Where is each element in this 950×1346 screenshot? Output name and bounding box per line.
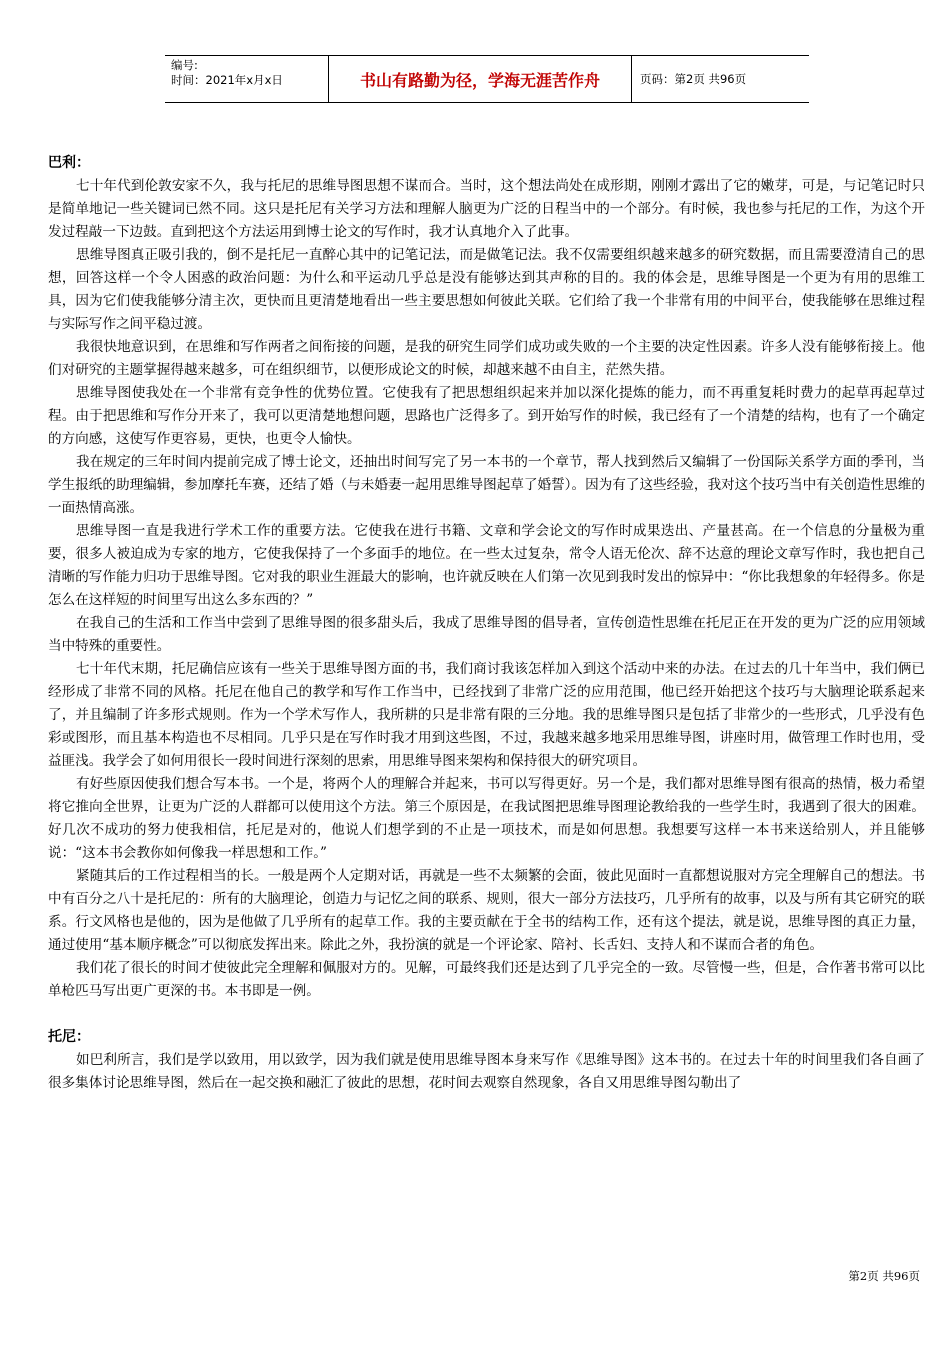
document-header: [165, 55, 809, 103]
paragraph: 思维导图真正吸引我的，倒不是托尼一直醉心其中的记笔记法，而是做笔记法。我不仅需要组织越来越多的研究数据，而且需要澄清自己的思想，回答这样一个令人困惑的政治问题：为什么和平运动几乎总是没有能够达到其声称的目的。我的体会是，思维导图是一个更为有用的思维工具，因为它们使我能够分清主次，更快而且更清楚地看出一些主要思想如何彼此关联。它们给了我一个非常有用的中间平台，使我能够在思维过程与实际写作之间平稳过渡。: [48, 247, 925, 332]
document-body: [48, 152, 925, 1095]
paragraph: 七十年代末期，托尼确信应该有一些关于思维导图方面的书，我们商讨我该怎样加入到这个活动中来的办法。在过去的几十年当中，我们俩已经形成了非常不同的风格。托尼在他自己的教学和写作工作当中，已经找到了非常广泛的应用范围，他已经开始把这个技巧与大脑理论联系起来了，并且编制了许多形式规则。作为一个学术写作人，我所耕的只是非常有限的三分地。我的思维导图只是包括了非常少的一些形式，几乎没有色彩或图形，而且基本构造也不尽相同。几乎只是在写作时我才用到这些图，不过，我越来越多地采用思维导图，讲座时用，做管理工作时也用，受益匪浅。我学会了如何用很长一段时间进行深刻的思索，用思维导图来架构和保持很大的研究项目。: [48, 661, 925, 769]
paragraph: 在我自己的生活和工作当中尝到了思维导图的很多甜头后，我成了思维导图的倡导者，宣传创造性思维在托尼正在开发的更为广泛的应用领域当中特殊的重要性。: [48, 615, 925, 654]
header-page-label: 页码：第2页 共96页: [640, 72, 747, 86]
section-title: 托尼：: [48, 1029, 90, 1045]
paragraph: 我们花了很长的时间才使彼此完全理解和佩服对方的。见解，可最终我们还是达到了几乎完全的一致。尽管慢一些，但是，合作著书常可以比单枪匹马写出更广更深的书。本书即是一例。: [48, 960, 925, 999]
paragraph: 紧随其后的工作过程相当的长。一般是两个人定期对话，再就是一些不太频繁的会面，彼此见面时一直都想说服对方完全理解自己的想法。书中有百分之八十是托尼的：所有的大脑理论，创造力与记忆之间的联系、规则，很大一部分方法技巧，几乎所有的故事，以及与所有其它研究的联系。行文风格也是他的，因为是他做了几乎所有的起草工作。我的主要贡献在于全书的结构工作，还有这个提法，就是说，思维导图的真正力量，通过使用“基本顺序概念”可以彻底发挥出来。除此之外，我扮演的就是一个评论家、陪衬、长舌妇、支持人和不谋而合者的角色。: [48, 868, 925, 953]
section-barry: [48, 152, 925, 1003]
paragraph: 七十年代到伦敦安家不久，我与托尼的思维导图思想不谋而合。当时，这个想法尚处在成形期，刚刚才露出了它的嫩芽，可是，与记笔记时只是简单地记一些关键词已然不同。这只是托尼有关学习方法和理解人脑更为广泛的日程当中的一个部分。有时候，我也参与托尼的工作，为这个开发过程敲一下边鼓。直到把这个方法运用到博士论文的写作时，我才认真地介入了此事。: [48, 178, 925, 240]
paragraph: 有好些原因使我们想合写本书。一个是，将两个人的理解合并起来，书可以写得更好。另一个是，我们都对思维导图有很高的热情，极力希望将它推向全世界，让更为广泛的人群都可以使用这个方法。第三个原因是，在我试图把思维导图理论教给我的一些学生时，我遇到了很大的困难。好几次不成功的努力使我相信，托尼是对的，他说人们想学到的不止是一项技术，而是如何思想。我想要写这样一本书来送给别人，并且能够说：“这本书会教你如何像我一样思想和工作。”: [48, 776, 925, 861]
paragraph: 我在规定的三年时间内提前完成了博士论文，还抽出时间写完了另一本书的一个章节，帮人找到然后又编辑了一份国际关系学方面的季刊，当学生报纸的助理编辑，参加摩托车赛，还结了婚（与未婚妻一起用思维导图起草了婚誓）。因为有了这些经验，我对这个技巧当中有关创造性思维的一面热情高涨。: [48, 454, 925, 516]
section-title: 巴利：: [48, 155, 90, 171]
header-time-label: 时间：2021年x月x日: [171, 73, 283, 87]
paragraph: 思维导图使我处在一个非常有竞争性的优势位置。它使我有了把思想组织起来并加以深化提炼的能力，而不再重复耗时费力的起草再起草过程。由于把思维和写作分开来了，我可以更清楚地想问题，思路也广泛得多了。到开始写作的时候，我已经有了一个清楚的结构，也有了一个确定的方向感，这使写作更容易，更快，也更令人愉快。: [48, 385, 925, 447]
section-tony: [48, 1026, 925, 1095]
page-footer: 第2页 共96页: [848, 1269, 920, 1283]
paragraph: 思维导图一直是我进行学术工作的重要方法。它使我在进行书籍、文章和学会论文的写作时成果迭出、产量甚高。在一个信息的分量极为重要，很多人被迫成为专家的地方，它使我保持了一个多面手的地位。在一些太过复杂，常令人语无伦次、辞不达意的理论文章写作时，我也把自己清晰的写作能力归功于思维导图。它对我的职业生涯最大的影响，也许就反映在人们第一次见到我时发出的惊异中：“你比我想象的年轻得多。你是怎么在这样短的时间里写出这么多东西的？”: [48, 523, 925, 608]
section-spacer: [48, 1003, 925, 1026]
header-motto: 书山有路勤为径，学海无涯苦作舟: [328, 56, 632, 102]
paragraph: 如巴利所言，我们是学以致用，用以致学，因为我们就是使用思维导图本身来写作《思维导图》这本书的。在过去十年的时间里我们各自画了很多集体讨论思维导图，然后在一起交换和融汇了彼此的思想，花时间去观察自然现象，各自又用思维导图勾勒出了: [48, 1052, 925, 1091]
paragraph: 我很快地意识到，在思维和写作两者之间衔接的问题，是我的研究生同学们成功或失败的一个主要的决定性因素。许多人没有能够衔接上。他们对研究的主题掌握得越来越多，可在组织细节，以便形成论文的时候，却越来越不由自主，茫然失措。: [48, 339, 925, 378]
header-meta: [165, 56, 328, 102]
header-number-label: 编号:: [171, 58, 198, 72]
